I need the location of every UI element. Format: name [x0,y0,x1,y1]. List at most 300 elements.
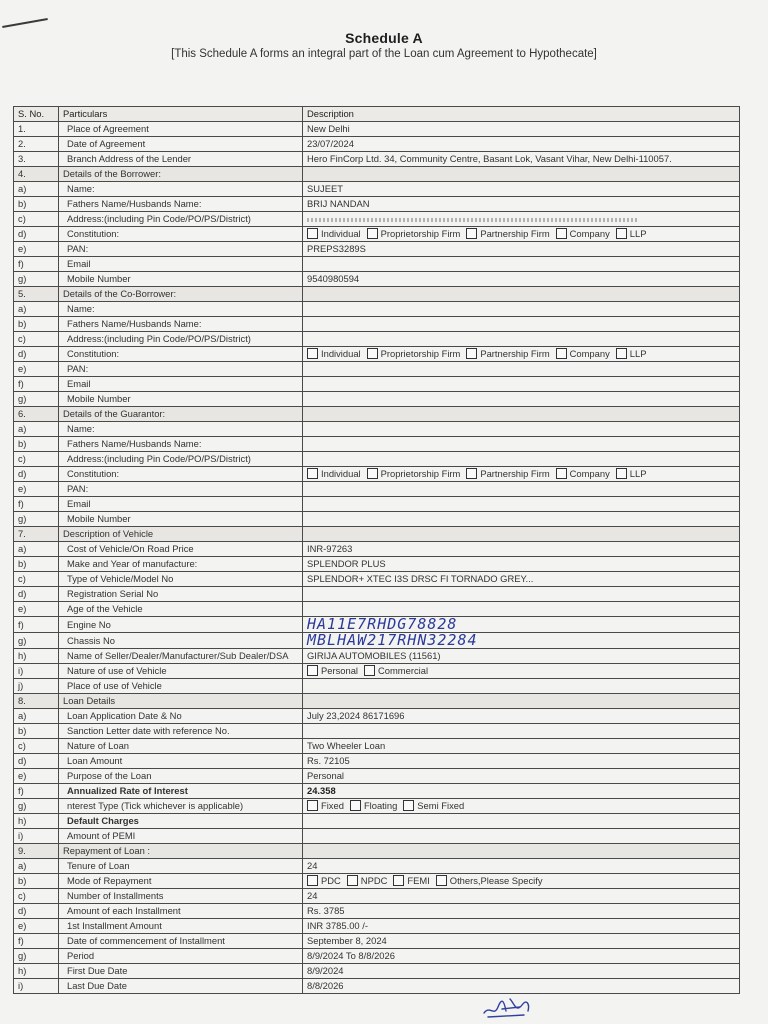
row-particular: Number of Installments [59,889,303,904]
row-particular: Address:(including Pin Code/PO/PS/District) [59,332,303,347]
row-particular: Details of the Borrower: [59,167,303,182]
row-particular: Constitution: [59,347,303,362]
row-particular: Cost of Vehicle/On Road Price [59,542,303,557]
checkbox-icon[interactable] [556,468,567,479]
description-value: 24.358 [307,785,336,797]
handwritten-value: HA11E7RHDG78828 [307,616,458,633]
row-description [303,557,740,572]
row-particular: Engine No [59,617,303,633]
row-description [303,362,740,377]
row-serial-number: a) [14,182,59,197]
column-header-description: Description [303,107,740,122]
row-serial-number: d) [14,754,59,769]
schedule-table [13,106,740,994]
row-serial-number: a) [14,542,59,557]
description-value: Personal [307,770,345,782]
row-particular: Mobile Number [59,392,303,407]
row-description [303,904,740,919]
checkbox-option[interactable] [347,875,388,886]
row-particular: PAN: [59,242,303,257]
table-row [14,542,740,557]
row-serial-number: 7. [14,527,59,542]
checkbox-label: Personal [321,664,359,676]
row-serial-number: i) [14,829,59,844]
row-serial-number: 9. [14,844,59,859]
table-row [14,557,740,572]
checkbox-icon[interactable] [307,348,318,359]
row-particular: Period [59,949,303,964]
row-description [303,784,740,799]
checkbox-icon[interactable] [466,228,477,239]
row-particular: PAN: [59,362,303,377]
description-value: INR-97263 [307,543,353,555]
row-description [303,679,740,694]
row-serial-number: a) [14,709,59,724]
row-description [303,452,740,467]
checkbox-label: Company [569,227,610,239]
table-row [14,889,740,904]
row-serial-number: d) [14,227,59,242]
row-description [303,542,740,557]
table-row [14,754,740,769]
row-description [303,242,740,257]
row-serial-number: a) [14,422,59,437]
checkbox-label: Individual [321,467,361,479]
row-serial-number: e) [14,919,59,934]
table-row [14,467,740,482]
checkbox-icon[interactable] [616,348,627,359]
checkbox-label: Individual [321,227,361,239]
checkbox-option[interactable] [403,800,464,811]
row-particular: Date of commencement of Installment [59,934,303,949]
row-description [303,799,740,814]
row-description [303,437,740,452]
row-serial-number: g) [14,633,59,649]
checkbox-option[interactable] [367,348,461,359]
checkbox-icon[interactable] [307,468,318,479]
checkbox-label: Commercial [378,664,429,676]
row-serial-number: 2. [14,137,59,152]
description-value: 9540980594 [307,273,360,285]
row-description [303,392,740,407]
checkbox-option[interactable] [556,228,610,239]
checkbox-option[interactable] [364,665,428,676]
row-particular: Name of Seller/Dealer/Manufacturer/Sub Dealer/DSA [59,649,303,664]
table-row [14,617,740,633]
checkbox-label: LLP [629,227,647,239]
table-row [14,633,740,649]
description-value: 8/8/2026 [307,980,344,992]
checkbox-label: Floating [363,799,398,811]
row-serial-number: i) [14,979,59,994]
checkbox-option[interactable] [616,228,647,239]
row-particular: Description of Vehicle [59,527,303,542]
row-serial-number: c) [14,452,59,467]
row-serial-number: e) [14,482,59,497]
checkbox-label: Proprietorship Firm [380,347,461,359]
row-description [303,664,740,679]
row-particular: Nature of Loan [59,739,303,754]
table-row [14,572,740,587]
table-row [14,602,740,617]
row-particular: Registration Serial No [59,587,303,602]
document-header [0,30,768,60]
checkbox-label: Fixed [321,799,344,811]
page-subtitle: [This Schedule A forms an integral part of the Loan cum Agreement to Hypothecate] [171,48,597,60]
checkbox-option[interactable] [466,228,549,239]
handwritten-value: MBLHAW217RHN32284 [307,632,478,649]
checkbox-option[interactable] [556,468,610,479]
checkbox-icon[interactable] [556,348,567,359]
table-row [14,649,740,664]
row-description [303,769,740,784]
description-value: July 23,2024 86171696 [307,710,405,722]
row-serial-number: 4. [14,167,59,182]
row-description [303,512,740,527]
row-description [303,889,740,904]
row-description [303,919,740,934]
checkbox-label: Others,Please Specify [449,874,543,886]
checkbox-option[interactable] [307,665,358,676]
checkbox-label: Company [569,467,610,479]
row-serial-number: e) [14,769,59,784]
row-particular: Last Due Date [59,979,303,994]
row-particular: First Due Date [59,964,303,979]
table-row [14,874,740,889]
checkbox-option[interactable] [466,468,549,479]
row-description [303,949,740,964]
checkbox-option[interactable] [307,348,361,359]
row-description [303,844,740,859]
row-serial-number: 6. [14,407,59,422]
table-row [14,814,740,829]
description-value: September 8, 2024 [307,935,387,947]
description-value: 23/07/2024 [307,138,354,150]
description-value: Hero FinCorp Ltd. 34, Community Centre, Basant Lok, Vasant Vihar, New Delhi-110057. [307,153,672,165]
signature-mark [480,993,540,1021]
row-serial-number: f) [14,784,59,799]
row-description [303,829,740,844]
table-row [14,137,740,152]
column-header-sno: S. No. [14,107,59,122]
row-serial-number: b) [14,197,59,212]
description-value: Rs. 72105 [307,755,350,767]
row-particular: Name: [59,302,303,317]
checkbox-icon[interactable] [436,875,447,886]
row-serial-number: c) [14,739,59,754]
table-row [14,347,740,362]
table-row [14,317,740,332]
description-value: SUJEET [307,183,343,195]
checkbox-option[interactable] [556,348,610,359]
row-serial-number: g) [14,512,59,527]
row-description [303,709,740,724]
table-row [14,904,740,919]
row-description [303,587,740,602]
row-serial-number: g) [14,799,59,814]
row-serial-number: f) [14,497,59,512]
column-header-particulars: Particulars [59,107,303,122]
row-description [303,317,740,332]
table-row [14,497,740,512]
table-row [14,934,740,949]
table-row [14,212,740,227]
table-row [14,272,740,287]
page-title: Schedule A [345,30,423,46]
table-section-row [14,527,740,542]
row-description [303,467,740,482]
row-serial-number: b) [14,437,59,452]
table-section-row [14,287,740,302]
row-particular: Purpose of the Loan [59,769,303,784]
table-row [14,152,740,167]
row-serial-number: b) [14,724,59,739]
checkbox-icon[interactable] [347,875,358,886]
checkbox-label: Partnership Firm [480,347,550,359]
row-description [303,602,740,617]
row-description [303,572,740,587]
row-description [303,272,740,287]
row-particular: Place of use of Vehicle [59,679,303,694]
checkbox-option[interactable] [466,348,549,359]
checkbox-label: FEMI [407,874,430,886]
row-particular: Constitution: [59,227,303,242]
table-row [14,392,740,407]
row-serial-number: f) [14,377,59,392]
row-serial-number: d) [14,904,59,919]
row-description [303,137,740,152]
row-description [303,859,740,874]
table-header-row [14,107,740,122]
checkbox-icon[interactable] [403,800,414,811]
table-row [14,979,740,994]
row-particular: Details of the Guarantor: [59,407,303,422]
row-particular: Constitution: [59,467,303,482]
row-serial-number: c) [14,212,59,227]
description-value: GIRIJA AUTOMOBILES (11561) [307,650,441,661]
row-serial-number: h) [14,814,59,829]
row-serial-number: f) [14,257,59,272]
table-row [14,964,740,979]
table-row [14,332,740,347]
row-serial-number: b) [14,317,59,332]
checkbox-icon[interactable] [307,875,318,886]
checkbox-option[interactable] [367,228,461,239]
checkbox-option[interactable] [307,468,361,479]
row-description [303,182,740,197]
row-serial-number: d) [14,587,59,602]
table-row [14,919,740,934]
row-description [303,212,740,227]
checkbox-label: Individual [321,347,361,359]
row-particular: Email [59,377,303,392]
row-description [303,979,740,994]
checkbox-option[interactable] [307,875,341,886]
row-description [303,814,740,829]
row-serial-number: a) [14,302,59,317]
checkbox-icon[interactable] [466,348,477,359]
table-section-row [14,694,740,709]
row-particular: Amount of each Installment [59,904,303,919]
checkbox-icon[interactable] [307,228,318,239]
row-serial-number: e) [14,362,59,377]
row-description [303,167,740,182]
row-serial-number: a) [14,859,59,874]
table-row [14,242,740,257]
table-row [14,377,740,392]
description-value: 24 [307,890,318,902]
row-particular: Default Charges [59,814,303,829]
table-row [14,197,740,212]
checkbox-icon[interactable] [556,228,567,239]
row-particular: Mobile Number [59,512,303,527]
description-value: PREPS3289S [307,243,366,255]
row-particular: Fathers Name/Husbands Name: [59,317,303,332]
checkbox-option[interactable] [350,800,397,811]
checkbox-option[interactable] [616,348,647,359]
scan-pen-mark [2,18,48,28]
checkbox-icon[interactable] [364,665,375,676]
table-row [14,452,740,467]
checkbox-icon[interactable] [616,228,627,239]
row-serial-number: h) [14,964,59,979]
row-serial-number: c) [14,572,59,587]
checkbox-icon[interactable] [307,665,318,676]
row-description [303,407,740,422]
checkbox-option[interactable] [307,800,344,811]
checkbox-icon[interactable] [466,468,477,479]
description-value: 8/9/2024 To 8/8/2026 [307,950,395,962]
table-row [14,257,740,272]
table-row [14,949,740,964]
table-row [14,302,740,317]
row-particular: Nature of use of Vehicle [59,664,303,679]
row-particular: Make and Year of manufacture: [59,557,303,572]
row-particular: Branch Address of the Lender [59,152,303,167]
table-section-row [14,407,740,422]
row-description [303,874,740,889]
row-serial-number: d) [14,347,59,362]
row-description [303,482,740,497]
row-particular: Amount of PEMI [59,829,303,844]
row-description [303,934,740,949]
row-particular: Fathers Name/Husbands Name: [59,197,303,212]
description-value: New Delhi [307,123,350,135]
table-row [14,664,740,679]
row-particular: Annualized Rate of Interest [59,784,303,799]
table-row [14,709,740,724]
checkbox-option[interactable] [616,468,647,479]
checkbox-icon[interactable] [350,800,361,811]
row-particular: Address:(including Pin Code/PO/PS/District) [59,212,303,227]
row-particular: Email [59,257,303,272]
row-particular: Mode of Repayment [59,874,303,889]
row-serial-number: 3. [14,152,59,167]
row-serial-number: f) [14,617,59,633]
row-particular: Loan Amount [59,754,303,769]
table-section-row [14,167,740,182]
checkbox-icon[interactable] [616,468,627,479]
checkbox-label: Proprietorship Firm [380,467,461,479]
checkbox-icon[interactable] [393,875,404,886]
row-particular: Type of Vehicle/Model No [59,572,303,587]
checkbox-icon[interactable] [367,228,378,239]
table-row [14,437,740,452]
table-section-row [14,844,740,859]
table-row [14,122,740,137]
table-row [14,724,740,739]
table-row [14,799,740,814]
checkbox-option[interactable] [307,228,361,239]
row-serial-number: e) [14,602,59,617]
checkbox-option[interactable] [393,875,429,886]
table-row [14,679,740,694]
checkbox-label: PDC [321,874,341,886]
row-description [303,617,740,633]
table-row [14,362,740,377]
checkbox-icon[interactable] [367,468,378,479]
checkbox-icon[interactable] [307,800,318,811]
row-description [303,497,740,512]
row-serial-number: i) [14,664,59,679]
description-value: SPLENDOR PLUS [307,558,386,570]
row-serial-number: 5. [14,287,59,302]
row-description [303,332,740,347]
row-description [303,287,740,302]
row-particular: PAN: [59,482,303,497]
row-serial-number: j) [14,679,59,694]
row-particular: Date of Agreement [59,137,303,152]
row-serial-number: f) [14,934,59,949]
row-particular: Fathers Name/Husbands Name: [59,437,303,452]
row-description [303,739,740,754]
row-particular: Mobile Number [59,272,303,287]
checkbox-label: Proprietorship Firm [380,227,461,239]
checkbox-option[interactable] [367,468,461,479]
description-value: Two Wheeler Loan [307,740,386,752]
row-description [303,633,740,649]
table-row [14,482,740,497]
row-particular: Sanction Letter date with reference No. [59,724,303,739]
row-description [303,122,740,137]
row-description [303,694,740,709]
row-serial-number: g) [14,949,59,964]
row-particular: Chassis No [59,633,303,649]
row-description [303,754,740,769]
row-particular: nterest Type (Tick whichever is applicable) [59,799,303,814]
row-serial-number: 8. [14,694,59,709]
checkbox-option[interactable] [436,875,543,886]
row-particular: Email [59,497,303,512]
checkbox-label: Partnership Firm [480,227,550,239]
row-description [303,227,740,242]
table-row [14,422,740,437]
checkbox-icon[interactable] [367,348,378,359]
row-description [303,527,740,542]
row-particular: Place of Agreement [59,122,303,137]
row-description [303,649,740,664]
row-serial-number: b) [14,874,59,889]
row-description [303,257,740,272]
row-description [303,152,740,167]
row-description [303,724,740,739]
checkbox-label: LLP [629,467,647,479]
row-particular: Name: [59,422,303,437]
checkbox-label: LLP [629,347,647,359]
row-description [303,377,740,392]
description-value: Rs. 3785 [307,905,345,917]
row-serial-number: g) [14,272,59,287]
